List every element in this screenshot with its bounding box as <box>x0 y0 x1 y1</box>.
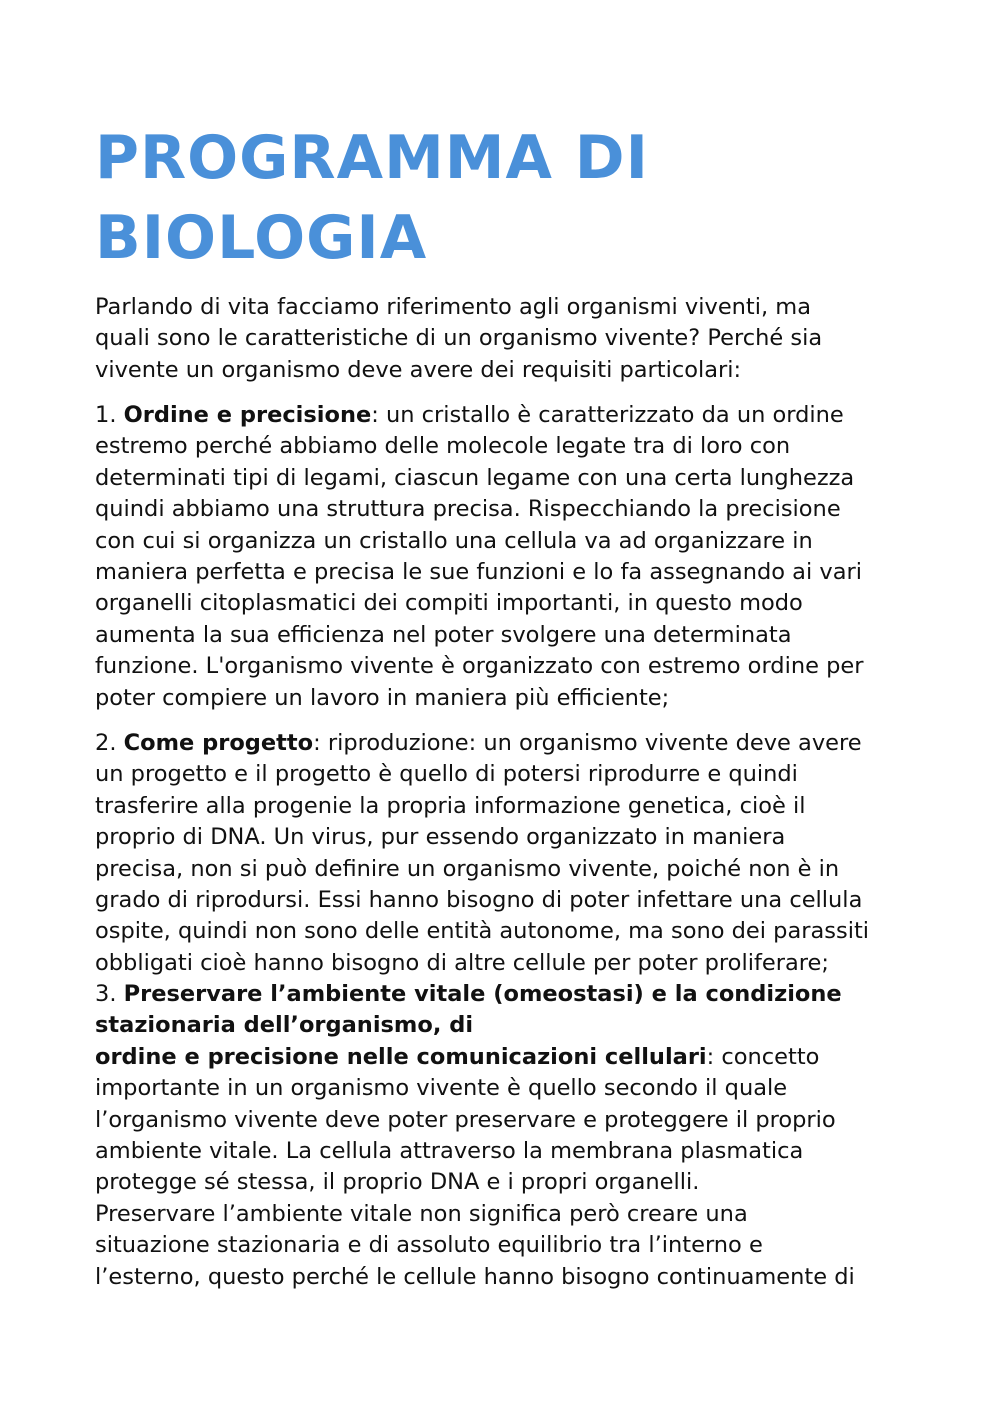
text-line: funzione. L'organismo vivente è organizzato con estremo ordine per <box>95 653 864 680</box>
text-line: Preservare l’ambiente vitale non significa però creare una <box>95 1200 748 1227</box>
text-line: importante in un organismo vivente è quello secondo il quale <box>95 1075 788 1102</box>
text-span: : riproduzione: un organismo vivente deve avere <box>313 730 862 756</box>
text-line: ospite, quindi non sono delle entità autonome, ma sono dei parassiti <box>95 918 870 945</box>
text-line: l’esterno, questo perché le cellule hanno bisogno continuamente di <box>95 1263 855 1290</box>
text-line: organelli citoplasmatici dei compiti importanti, in questo modo <box>95 590 803 617</box>
list-item-heading: Ordine e precisione <box>123 402 372 428</box>
text-line: un progetto e il progetto è quello di potersi riprodurre e quindi <box>95 761 798 788</box>
text-line: maniera perfetta e precisa le sue funzioni e lo fa assegnando ai vari <box>95 558 862 585</box>
text-span: : concetto <box>706 1043 820 1070</box>
text-line: situazione stazionaria e di assoluto equilibrio tra l’interno e <box>95 1232 763 1259</box>
list-item-2 <box>95 728 915 979</box>
text-line: trasferire alla progenie la propria informazione genetica, cioè il <box>95 792 806 819</box>
list-item-3 <box>95 979 915 1293</box>
text-line: ambiente vitale. La cellula attraverso la membrana plasmatica <box>95 1137 804 1164</box>
text-span: : un cristallo è caratterizzato da un ordine <box>371 402 844 428</box>
text-line: determinati tipi di legami, ciascun legame con una certa lunghezza <box>95 464 855 491</box>
list-item-heading: Come progetto <box>123 730 314 756</box>
title-line-2: BIOLOGIA <box>95 203 428 273</box>
list-number: 2. <box>95 730 124 756</box>
text-line: estremo perché abbiamo delle molecole legate tra di loro con <box>95 433 791 460</box>
text-line: Parlando di vita facciamo riferimento agli organismi viventi, ma <box>95 294 812 320</box>
list-item-heading: ordine e precisione nelle comunicazioni cellulari <box>95 1043 707 1070</box>
text-line: precisa, non si può definire un organismo vivente, poiché non è in <box>95 855 840 882</box>
list-item-heading-line <box>95 1010 915 1041</box>
text-line: poter compiere un lavoro in maniera più efficiente; <box>95 684 670 711</box>
text-line: quali sono le caratteristiche di un organismo vivente? Perché sia <box>95 325 823 352</box>
text-line: grado di riprodursi. Essi hanno bisogno di poter infettare una cellula <box>95 886 863 913</box>
list-item-first-line <box>95 979 915 1010</box>
text-line: vivente un organismo deve avere dei requisiti particolari: <box>95 356 742 383</box>
text-line: quindi abbiamo una struttura precisa. Rispecchiando la precisione <box>95 496 841 523</box>
text-line: l’organismo vivente deve poter preservare e proteggere il proprio <box>95 1106 836 1133</box>
list-item-heading: stazionaria dell’organismo, di <box>95 1012 474 1039</box>
list-item-first-line <box>95 728 915 759</box>
text-line: aumenta la sua efficienza nel poter svolgere una determinata <box>95 621 792 648</box>
list-item-heading: Preservare l’ambiente vitale (omeostasi) e la condizione <box>123 981 842 1007</box>
text-line: proprio di DNA. Un virus, pur essendo organizzato in maniera <box>95 824 786 851</box>
list-item-heading-line <box>95 1042 915 1073</box>
text-line: con cui si organizza un cristallo una cellula va ad organizzare in <box>95 527 813 554</box>
list-item-1 <box>95 400 915 714</box>
list-number: 1. <box>95 402 124 428</box>
text-line: protegge sé stessa, il proprio DNA e i propri organelli. <box>95 1169 700 1196</box>
title-line-1: PROGRAMMA DI <box>95 123 649 193</box>
list-number: 3. <box>95 981 124 1007</box>
page-title <box>95 118 915 278</box>
list-item-first-line <box>95 400 915 431</box>
text-line: obbligati cioè hanno bisogno di altre cellule per poter proliferare; <box>95 949 829 976</box>
intro-paragraph <box>95 292 915 386</box>
